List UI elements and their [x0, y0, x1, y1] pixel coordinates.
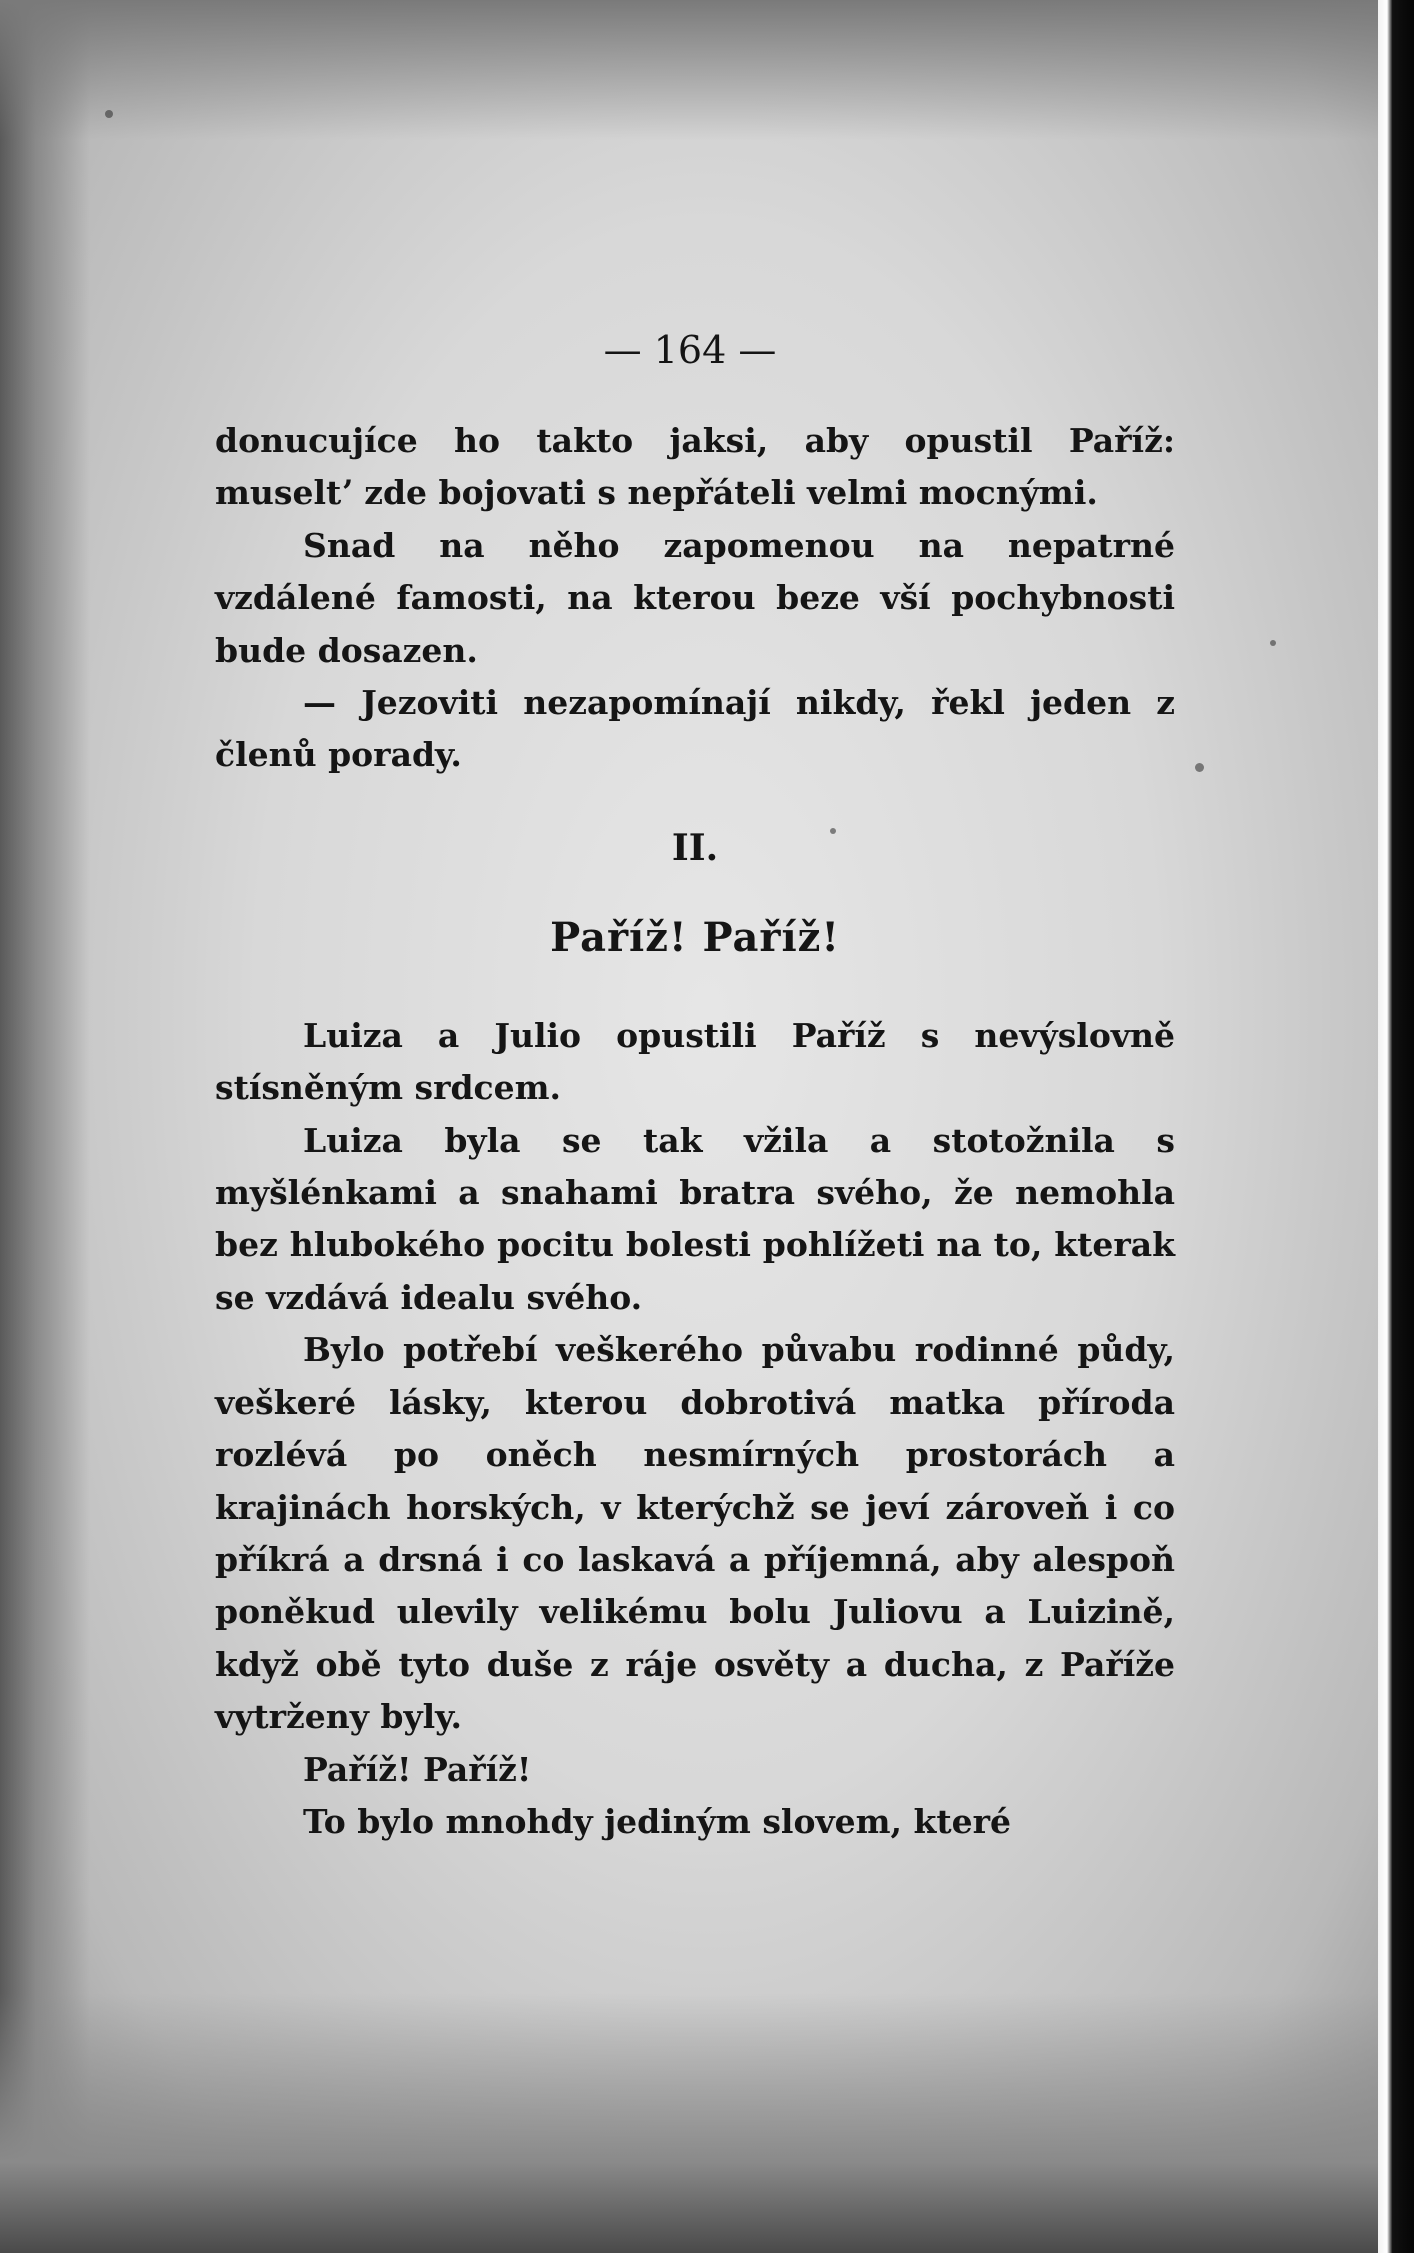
- scan-speck: [1270, 640, 1276, 646]
- paragraph-3: — Jezoviti nezapomínají nikdy, řekl jeden z členů porady.: [215, 683, 1175, 775]
- scan-speck: [1195, 763, 1204, 772]
- chapter-number: II.: [671, 826, 719, 869]
- paragraph-5: Luiza byla se tak vžila a stotožnila s myšlénkami a snahami bratra svého, že nemohla bez hlubokého pocitu bolesti pohlížeti na to, kterak se vzdává idealu svého.: [215, 1120, 1175, 1317]
- page-body: [215, 415, 1175, 1848]
- paragraph-6: Bylo potřebí veškerého půvabu rodinné půdy, veškeré lásky, kterou dobrotivá matka příroda rozlévá po oněch nesmírných prostorách a krajinách horských, v kterýchž se jeví zároveň i co příkrá a drsná i co laskavá a příjemná, aby alespoň poněkud ulevily velikému bolu Juliovu a Luizině, když obě tyto duše z ráje osvěty a ducha, z Paříže vytrženy byly.: [215, 1330, 1175, 1737]
- book-spine-edge: [1378, 0, 1414, 2253]
- paragraph-1: donucujíce ho takto jaksi, aby opustil Paříž: museltʼ zde bojovati s nepřáteli velmi mocnými.: [215, 421, 1175, 513]
- page-number: — 164 —: [603, 328, 777, 372]
- page-shadow-bottom: [0, 1993, 1414, 2253]
- paragraph-7: Paříž! Paříž!: [303, 1749, 532, 1789]
- page-shadow-top: [0, 0, 1414, 140]
- chapter-title: Paříž! Paříž!: [550, 913, 840, 961]
- paragraph-2: Snad na něho zapomenou na nepatrné vzdálené famosti, na kterou beze vší pochybnosti bude dosazen.: [215, 525, 1175, 670]
- paragraph-4: Luiza a Julio opustili Paříž s nevýslovně stísněným srdcem.: [215, 1015, 1175, 1108]
- paragraph-8: To bylo mnohdy jediným slovem, které: [303, 1801, 1012, 1841]
- scan-speck: [105, 110, 113, 118]
